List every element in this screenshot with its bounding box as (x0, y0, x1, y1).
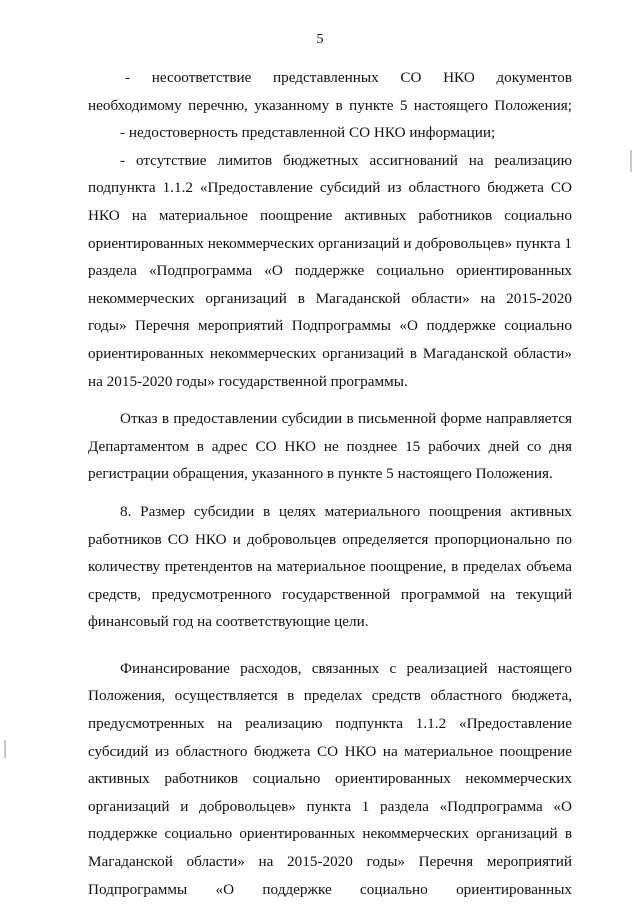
scan-margin-mark (4, 740, 6, 758)
paragraph-bullet-3: - отсутствие лимитов бюджетных ассигнований на реализацию подпункта 1.1.2 «Предоставление субсидий из областного бюджета СО НКО на материальное поощрение активных работников социально ориентированных некоммерческих организаций и добровольцев» пункта 1 раздела «Подпрограмма «О поддержке социально ориентированных некоммерческих организаций в Магаданской области» на 2015-2020 годы» Перечня мероприятий Подпрограммы «О поддержке социально ориентированных некоммерческих организаций в Магаданской области» на 2015-2020 годы» государственной программы. (88, 151, 572, 390)
document-body (88, 64, 572, 903)
scan-margin-mark (630, 150, 632, 172)
paragraph-bullet-2: - недостоверность представленной СО НКО информации; (120, 124, 496, 142)
paragraph-refusal: Отказ в предоставлении субсидии в письменной форме направляется Департаментом в адрес СО НКО не позднее 15 рабочих дней со дня регистрации обращения, указанного в пункте 5 настоящего Положения. (88, 410, 572, 483)
paragraph-item-8: 8. Размер субсидии в целях материального поощрения активных работников СО НКО и добровольцев определяется пропорционально по количеству претендентов на материальное поощрение, в пределах объема средств, предусмотренного государственной программой на текущий финансовый год на соответствующие цели. (88, 502, 572, 631)
paragraph-bullet-1: - несоответствие представленных СО НКО документов необходимому перечню, указанному в пункте 5 настоящего Положения; (88, 69, 572, 114)
page-number: 5 (316, 32, 324, 47)
paragraph-financing: Финансирование расходов, связанных с реализацией настоящего Положения, осуществляется в пределах средств областного бюджета, предусмотренных на реализацию подпункта 1.1.2 «Предоставление субсидий из областного бюджета СО НКО на материальное поощрение активных работников социально ориентированных некоммерческих организаций и добровольцев» пункта 1 раздела «Подпрограмма «О поддержке социально ориентированных некоммерческих организаций в Магаданской области» на 2015-2020 годы» Перечня мероприятий Подпрограммы «О поддержке социально ориентированных (88, 659, 572, 898)
